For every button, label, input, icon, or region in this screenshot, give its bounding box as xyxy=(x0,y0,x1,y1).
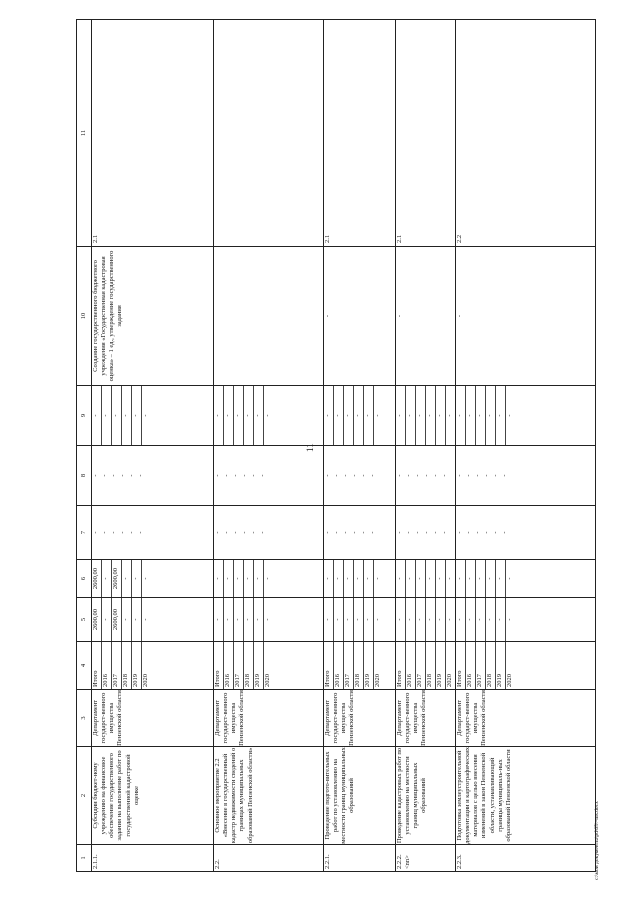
year-list-cell-value: 2016 xyxy=(224,642,234,689)
federal-budget-cell-value: - xyxy=(483,531,490,534)
local-budget-cell xyxy=(214,446,324,506)
regional-budget-cell-value: - xyxy=(234,560,244,597)
local-budget-cell-value: - xyxy=(92,474,99,477)
table-row xyxy=(92,20,214,872)
federal-budget-cell-value: - xyxy=(110,531,117,534)
federal-budget-cell xyxy=(324,506,396,560)
regional-budget-cell-value: - xyxy=(406,560,416,597)
executor-cell: Департамент государст-венного имущества Пензенской области xyxy=(396,690,456,747)
regional-budget-cell-value: - xyxy=(102,560,112,597)
table-row xyxy=(214,20,324,872)
local-budget-cell-value: - xyxy=(128,474,135,477)
local-budget-cell-value: - xyxy=(250,474,257,477)
total-funding-cell-value: - xyxy=(344,598,354,641)
regional-budget-cell-value: - xyxy=(456,560,466,597)
total-funding-cell-value: - xyxy=(506,618,513,621)
column-header-6: 6 xyxy=(77,560,92,598)
total-funding-cell-value: - xyxy=(234,598,244,641)
federal-budget-cell-value: - xyxy=(414,531,421,534)
total-funding-cell xyxy=(324,598,396,642)
year-list-cell xyxy=(324,642,396,690)
local-budget-cell xyxy=(456,446,596,506)
year-list-cell-value: 2020 xyxy=(374,674,381,687)
year-list-cell-value: Итого xyxy=(92,642,102,689)
table-body xyxy=(92,20,596,872)
extrabudget-cell-value: - xyxy=(396,386,406,445)
extrabudget-cell-value: - xyxy=(142,414,149,417)
regional-budget-cell-value: - xyxy=(344,560,354,597)
year-list-cell-value: 2018 xyxy=(426,642,436,689)
federal-budget-cell xyxy=(456,506,596,560)
result-indicator-cell xyxy=(214,247,324,386)
federal-budget-cell-value: - xyxy=(465,531,472,534)
activity-name-cell: Проведение подгото-вительных работ по установлению на местности границ муниципальных образований xyxy=(324,747,396,845)
year-list-cell-value: 2019 xyxy=(496,642,506,689)
total-funding-cell-value: - xyxy=(122,598,132,641)
federal-budget-cell xyxy=(214,506,324,560)
target-link-cell: 2.1 xyxy=(92,20,214,247)
local-budget-cell-value: - xyxy=(474,474,481,477)
local-budget-cell-value: - xyxy=(414,474,421,477)
extrabudget-cell-value: - xyxy=(224,386,234,445)
year-list-cell xyxy=(396,642,456,690)
extrabudget-cell-value: - xyxy=(122,386,132,445)
local-budget-cell-value: - xyxy=(342,474,349,477)
extrabudget-cell-value: - xyxy=(496,386,506,445)
federal-budget-cell-value: - xyxy=(501,531,508,534)
activity-name-cell: Субсидии бюджет-ному учреждению на финансовое обеспечение государственного задания на выполнение работ по государственной кадастровой оценке xyxy=(92,747,214,845)
target-link-cell xyxy=(214,20,324,247)
extrabudget-cell xyxy=(92,386,214,446)
extrabudget-cell-value: - xyxy=(112,386,122,445)
header-row xyxy=(77,20,92,872)
executor-cell: Департамент государст-венного имущества Пензенской области xyxy=(92,690,214,747)
extrabudget-cell-value: - xyxy=(254,386,264,445)
target-link-cell: 2.2 xyxy=(456,20,596,247)
local-budget-cell-value: - xyxy=(223,474,230,477)
local-budget-cell-value: - xyxy=(214,474,221,477)
extrabudget-cell-value: - xyxy=(244,386,254,445)
regional-budget-cell xyxy=(214,560,324,598)
local-budget-cell xyxy=(396,446,456,506)
federal-budget-cell-value: - xyxy=(432,531,439,534)
column-header-8: 8 xyxy=(77,446,92,506)
local-budget-cell-value: - xyxy=(501,474,508,477)
regional-budget-cell-value: - xyxy=(132,560,142,597)
extrabudget-cell-value: - xyxy=(354,386,364,445)
extrabudget-cell-value: - xyxy=(92,386,102,445)
year-list-cell-value: Итого xyxy=(324,642,334,689)
local-budget-cell-value: - xyxy=(110,474,117,477)
local-budget-cell xyxy=(324,446,396,506)
federal-budget-cell-value: - xyxy=(232,531,239,534)
total-funding-cell-value: - xyxy=(476,598,486,641)
total-funding-cell-value: - xyxy=(264,618,271,621)
program-table xyxy=(76,19,596,872)
regional-budget-cell-value: - xyxy=(214,560,224,597)
year-list-cell-value: 2020 xyxy=(142,674,149,687)
total-funding-cell-value: - xyxy=(486,598,496,641)
total-funding-cell-value: - xyxy=(244,598,254,641)
regional-budget-cell-value: 2600,00 xyxy=(92,560,102,597)
extrabudget-cell-value: - xyxy=(446,414,453,417)
regional-budget-cell-value: - xyxy=(416,560,426,597)
regional-budget-cell-value: - xyxy=(224,560,234,597)
total-funding-cell-value: - xyxy=(446,618,453,621)
extrabudget-cell-value: - xyxy=(344,386,354,445)
total-funding-cell-value: - xyxy=(496,598,506,641)
local-budget-cell-value: - xyxy=(241,474,248,477)
year-list-cell-value: 2016 xyxy=(334,642,344,689)
row-number-cell: 2.2. xyxy=(214,845,324,872)
federal-budget-cell-value: - xyxy=(128,531,135,534)
extrabudget-cell-value: - xyxy=(324,386,334,445)
regional-budget-cell-value: - xyxy=(486,560,496,597)
total-funding-cell-value: 2600,00 xyxy=(92,598,102,641)
local-budget-cell-value: - xyxy=(492,474,499,477)
federal-budget-cell-value: - xyxy=(474,531,481,534)
federal-budget-cell-value: - xyxy=(241,531,248,534)
table-row xyxy=(456,20,596,872)
year-list-cell-value: Итого xyxy=(396,642,406,689)
column-header-11: 11 xyxy=(77,20,92,247)
extrabudget-cell xyxy=(324,386,396,446)
year-list-cell xyxy=(92,642,214,690)
result-indicator-cell: - xyxy=(456,247,596,386)
year-list-cell-value: 2016 xyxy=(102,642,112,689)
federal-budget-cell-value: - xyxy=(137,531,144,534)
regional-budget-cell-value: - xyxy=(446,577,453,580)
extrabudget-cell-value: - xyxy=(486,386,496,445)
extrabudget-cell-value: - xyxy=(466,386,476,445)
result-indicator-cell: - xyxy=(324,247,396,386)
year-list-cell-value: 2016 xyxy=(466,642,476,689)
total-funding-cell xyxy=(456,598,596,642)
federal-budget-cell-value: - xyxy=(423,531,430,534)
total-funding-cell xyxy=(214,598,324,642)
column-header-7: 7 xyxy=(77,506,92,560)
regional-budget-cell-value: - xyxy=(436,560,446,597)
federal-budget-cell-value: - xyxy=(441,531,448,534)
regional-budget-cell-value: - xyxy=(426,560,436,597)
year-list-cell-value: 2019 xyxy=(132,642,142,689)
regional-budget-cell-value: 2600,00 xyxy=(112,560,122,597)
local-budget-cell xyxy=(92,446,214,506)
total-funding-cell-value: - xyxy=(426,598,436,641)
column-header-2: 2 xyxy=(77,747,92,845)
year-list-cell-value: 2018 xyxy=(354,642,364,689)
result-indicator-cell: Создание государственного бюджетного учреждения «Государственная кадастровая оценка» – 1 ед., утверждение государственного задания xyxy=(92,247,214,386)
regional-budget-cell-value: - xyxy=(142,577,149,580)
federal-budget-cell-value: - xyxy=(223,531,230,534)
year-list-cell-value: 2020 xyxy=(506,674,513,687)
extrabudget-cell-value: - xyxy=(374,414,381,417)
local-budget-cell-value: - xyxy=(333,474,340,477)
year-list-cell-value: Итого xyxy=(214,642,224,689)
extrabudget-cell-value: - xyxy=(406,386,416,445)
total-funding-cell-value: - xyxy=(324,598,334,641)
extrabudget-cell-value: - xyxy=(476,386,486,445)
activity-name-cell: Основное мероприятие 2.2 «Внесение в государственный кадастр недвижимости сведений о границах муниципальных образований Пензенской области» xyxy=(214,747,324,845)
column-header-1: 1 xyxy=(77,845,92,872)
year-list-cell-value: 2017 xyxy=(112,642,122,689)
extrabudget-cell-value: - xyxy=(334,386,344,445)
activity-name-cell: Проведение кадастровых работ по установлению на местности границ муниципальных образований xyxy=(396,747,456,845)
total-funding-cell-value: - xyxy=(254,598,264,641)
local-budget-cell-value: - xyxy=(351,474,358,477)
local-budget-cell-value: - xyxy=(324,474,331,477)
federal-budget-cell-value: - xyxy=(492,531,499,534)
activity-name-cell: Подготовка землеустроительной документации и картографических материалов с целью внесения изменений в закон Пензенской области, устанавливающий границы муниципаль-ных образований Пензенской области xyxy=(456,747,596,845)
year-list-cell-value: 2019 xyxy=(254,642,264,689)
year-list-cell-value: 2019 xyxy=(364,642,374,689)
target-link-cell: 2.1 xyxy=(396,20,456,247)
total-funding-cell-value: - xyxy=(102,598,112,641)
federal-budget-cell-value: - xyxy=(342,531,349,534)
total-funding-cell-value: - xyxy=(466,598,476,641)
total-funding-cell-value: - xyxy=(396,598,406,641)
federal-budget-cell-value: - xyxy=(351,531,358,534)
year-list-cell-value: 2020 xyxy=(264,674,271,687)
year-list-cell-value: 2018 xyxy=(244,642,254,689)
extrabudget-cell xyxy=(456,386,596,446)
total-funding-cell-value: - xyxy=(354,598,364,641)
regional-budget-cell-value: - xyxy=(466,560,476,597)
executor-cell: Департамент государст-венного имущества Пензенской области xyxy=(214,690,324,747)
federal-budget-cell xyxy=(92,506,214,560)
column-header-4: 4 xyxy=(77,642,92,690)
total-funding-cell-value: - xyxy=(132,598,142,641)
total-funding-cell-value: - xyxy=(436,598,446,641)
extrabudget-cell-value: - xyxy=(426,386,436,445)
column-header-3: 3 xyxy=(77,690,92,747)
year-list-cell-value: 2017 xyxy=(344,642,354,689)
local-budget-cell-value: - xyxy=(423,474,430,477)
year-list-cell-value: 2019 xyxy=(436,642,446,689)
federal-budget-cell-value: - xyxy=(259,531,266,534)
total-funding-cell-value: - xyxy=(214,598,224,641)
regional-budget-cell-value: - xyxy=(396,560,406,597)
local-budget-cell-value: - xyxy=(432,474,439,477)
local-budget-cell-value: - xyxy=(369,474,376,477)
column-header-10: 10 xyxy=(77,247,92,386)
local-budget-cell-value: - xyxy=(405,474,412,477)
target-link-cell: 2.1 xyxy=(324,20,396,247)
executor-cell: Департамент государст-венного имущества Пензенской области xyxy=(324,690,396,747)
year-list-cell xyxy=(456,642,596,690)
extrabudget-cell-value: - xyxy=(234,386,244,445)
total-funding-cell xyxy=(92,598,214,642)
extrabudget-cell-value: - xyxy=(214,386,224,445)
extrabudget-cell-value: - xyxy=(132,386,142,445)
regional-budget-cell-value: - xyxy=(354,560,364,597)
local-budget-cell-value: - xyxy=(232,474,239,477)
regional-budget-cell-value: - xyxy=(254,560,264,597)
regional-budget-cell-value: - xyxy=(496,560,506,597)
regional-budget-cell-value: - xyxy=(244,560,254,597)
regional-budget-cell-value: - xyxy=(324,560,334,597)
total-funding-cell-value: - xyxy=(374,618,381,621)
row-number-cell: 2.2.3. xyxy=(456,845,596,872)
federal-budget-cell-value: - xyxy=(250,531,257,534)
program-table-rotated xyxy=(76,20,594,872)
extrabudget-cell-value: - xyxy=(506,414,513,417)
column-header-5: 5 xyxy=(77,598,92,642)
regional-budget-cell-value: - xyxy=(374,577,381,580)
local-budget-cell-value: - xyxy=(119,474,126,477)
regional-budget-cell-value: - xyxy=(364,560,374,597)
year-list-cell-value: 2016 xyxy=(406,642,416,689)
regional-budget-cell xyxy=(92,560,214,598)
total-funding-cell-value: - xyxy=(416,598,426,641)
year-list-cell-value: 2017 xyxy=(416,642,426,689)
extrabudget-cell-value: - xyxy=(456,386,466,445)
table-row xyxy=(324,20,396,872)
local-budget-cell-value: - xyxy=(396,474,403,477)
regional-budget-cell-value: - xyxy=(334,560,344,597)
extrabudget-cell xyxy=(214,386,324,446)
extrabudget-cell-value: - xyxy=(364,386,374,445)
federal-budget-cell-value: - xyxy=(396,531,403,534)
total-funding-cell-value: - xyxy=(406,598,416,641)
federal-budget-cell-value: - xyxy=(405,531,412,534)
total-funding-cell-value: - xyxy=(142,618,149,621)
federal-budget-cell-value: - xyxy=(92,531,99,534)
year-list-cell-value: 2018 xyxy=(122,642,132,689)
year-list-cell-value: 2017 xyxy=(234,642,244,689)
total-funding-cell xyxy=(396,598,456,642)
extrabudget-cell-value: - xyxy=(264,414,271,417)
total-funding-cell-value: 2600,00 xyxy=(112,598,122,641)
page-number: 11 xyxy=(305,443,315,452)
extrabudget-cell-value: - xyxy=(436,386,446,445)
total-funding-cell-value: - xyxy=(364,598,374,641)
federal-budget-cell xyxy=(396,506,456,560)
executor-cell: Департамент государст-венного имущества Пензенской области xyxy=(456,690,596,747)
local-budget-cell-value: - xyxy=(441,474,448,477)
federal-budget-cell-value: - xyxy=(369,531,376,534)
federal-budget-cell-value: - xyxy=(119,531,126,534)
federal-budget-cell-value: - xyxy=(101,531,108,534)
regional-budget-cell-value: - xyxy=(476,560,486,597)
regional-budget-cell xyxy=(456,560,596,598)
year-list-cell-value: Итого xyxy=(456,642,466,689)
local-budget-cell-value: - xyxy=(465,474,472,477)
extrabudget-cell-value: - xyxy=(102,386,112,445)
federal-budget-cell-value: - xyxy=(214,531,221,534)
federal-budget-cell-value: - xyxy=(324,531,331,534)
regional-budget-cell-value: - xyxy=(122,560,132,597)
local-budget-cell-value: - xyxy=(456,474,463,477)
regional-budget-cell-value: - xyxy=(506,577,513,580)
federal-budget-cell-value: - xyxy=(456,531,463,534)
year-list-cell xyxy=(214,642,324,690)
column-header-9: 9 xyxy=(77,386,92,446)
year-list-cell-value: 2017 xyxy=(476,642,486,689)
local-budget-cell-value: - xyxy=(483,474,490,477)
regional-budget-cell-value: - xyxy=(264,577,271,580)
local-budget-cell-value: - xyxy=(360,474,367,477)
year-list-cell-value: 2020 xyxy=(446,674,453,687)
extrabudget-cell xyxy=(396,386,456,446)
table-row xyxy=(396,20,456,872)
row-number-cell: 2.1.1. xyxy=(92,845,214,872)
total-funding-cell-value: - xyxy=(456,598,466,641)
local-budget-cell-value: - xyxy=(259,474,266,477)
extrabudget-cell-value: - xyxy=(416,386,426,445)
local-budget-cell-value: - xyxy=(101,474,108,477)
regional-budget-cell xyxy=(396,560,456,598)
regional-budget-cell xyxy=(324,560,396,598)
result-indicator-cell: - xyxy=(396,247,456,386)
row-number-cell: 2.2.2. <nn> xyxy=(396,845,456,872)
year-list-cell-value: 2018 xyxy=(486,642,496,689)
federal-budget-cell-value: - xyxy=(333,531,340,534)
file-path-footer: c:\мои документы\pd\65\~ms.docx xyxy=(594,801,600,880)
total-funding-cell-value: - xyxy=(334,598,344,641)
row-number-cell: 2.2.1. xyxy=(324,845,396,872)
total-funding-cell-value: - xyxy=(224,598,234,641)
federal-budget-cell-value: - xyxy=(360,531,367,534)
local-budget-cell-value: - xyxy=(137,474,144,477)
